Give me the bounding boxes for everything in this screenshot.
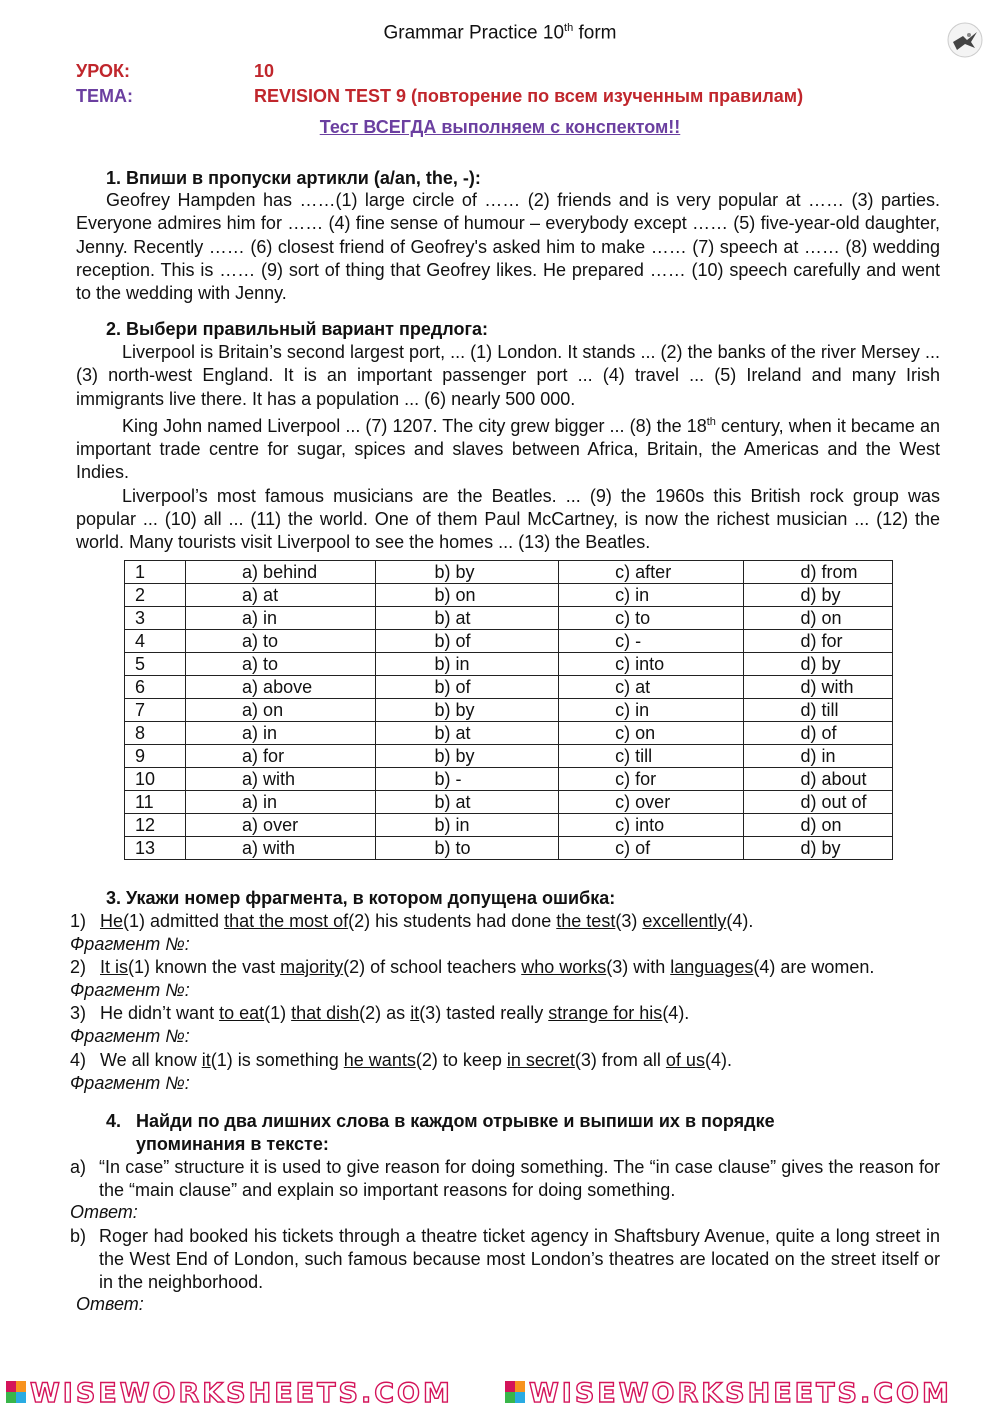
sentence-text: We all know [100,1050,202,1070]
item-number: 2) [70,957,87,977]
option-cell: a) in [186,607,376,630]
option-cell: a) at [186,584,376,607]
question-number-cell: 10 [125,768,186,791]
option-cell: c) into [559,814,744,837]
option-cell: d) in [744,745,893,768]
sentence-text: (1) [264,1003,292,1023]
section2-heading: 2. Выбери правильный вариант предлога: [106,319,488,339]
options-row [125,676,893,699]
option-cell: c) on [559,722,744,745]
option-cell: a) with [186,768,376,791]
option-cell: b) at [376,791,559,814]
option-cell: c) for [559,768,744,791]
answer-label: Ответ: [70,1202,138,1222]
item-number: 4) [70,1050,87,1070]
option-cell: c) in [559,584,744,607]
section1-text: Geofrey Hampden has ……(1) large circle of …… (2) friends and is very popular at …… (3) parties. Everyone admires him for …… (4) fine sense of humour – everybody except …… (5) five-year-old daughter, Jenny. Recently …… (6) closest friend of Geofrey's asked him to make …… (7) speech at …… (8) wedding reception. This is …… (9) sort of thing that Geofrey likes. He prepared …… (10) speech carefully and went to the wedding with Jenny. [76,190,940,304]
option-cell: c) at [559,676,744,699]
sentence-text: (1) admitted [123,911,225,931]
option-cell: a) in [186,791,376,814]
sentence-text: (2) his students had done [348,911,557,931]
question-number-cell: 7 [125,699,186,722]
option-cell: a) to [186,653,376,676]
sentence-text: (3) with [606,957,671,977]
topic-label: ТЕМА: [76,86,133,106]
option-cell: c) into [559,653,744,676]
sentence-text: (4). [704,1050,732,1070]
sentence-text: (2) as [359,1003,411,1023]
option-cell: b) of [376,676,559,699]
sentence-text: (4). [726,911,754,931]
option-cell: d) by [744,584,893,607]
option-cell: c) in [559,699,744,722]
question-number-cell: 1 [125,561,186,584]
underlined-fragment: to eat [219,1003,265,1023]
option-cell: b) by [376,699,559,722]
notice-line: Тест ВСЕГДА выполняем с конспектом!! [319,117,681,137]
option-cell: c) after [559,561,744,584]
question-number-cell: 6 [125,676,186,699]
question-number-cell: 2 [125,584,186,607]
option-cell: a) above [186,676,376,699]
option-cell: b) - [376,768,559,791]
question-number-cell: 13 [125,837,186,860]
page-header: Grammar Practice 10th form [383,22,617,44]
fragment-label: Фрагмент №: [70,934,190,954]
option-cell: b) in [376,814,559,837]
underlined-fragment: excellently [642,911,727,931]
brand-text: WISEWORKSHEETS.COM [30,1378,453,1409]
bird-logo-icon [945,20,985,60]
section4-heading: 4. Найди по два лишних слова в каждом отрывке и выпиши их в порядке упоминания в тексте: [106,1111,775,1154]
question-number-cell: 12 [125,814,186,837]
section2-paragraph-1: Liverpool is Britain’s second largest port, ... (1) London. It stands ... (2) the banks of the river Mersey ... (3) north-west England. It is an important passenger port ... (4) travel ... (5) Ireland and many Irish immigrants live there. It has a population ... (6) nearly 500 000. [76,342,940,409]
section1-heading: 1. Впиши в пропуски артикли (a/an, the, -): [106,168,481,188]
option-cell: a) for [186,745,376,768]
sentence-text: (4). [662,1003,690,1023]
underlined-fragment: who works [521,957,607,977]
options-row [125,768,893,791]
options-row [125,814,893,837]
options-row [125,630,893,653]
underlined-fragment: of us [665,1050,705,1070]
fragment-label: Фрагмент №: [70,1073,190,1093]
option-cell: b) by [376,561,559,584]
footer-watermark [0,1378,1000,1408]
error-item-3 [70,1003,689,1024]
option-cell: c) till [559,745,744,768]
options-row [125,837,893,860]
question-number-cell: 5 [125,653,186,676]
question-number-cell: 9 [125,745,186,768]
option-cell: d) till [744,699,893,722]
option-cell: a) in [186,722,376,745]
option-cell: d) on [744,814,893,837]
options-row [125,607,893,630]
underlined-fragment: languages [670,957,754,977]
answer-label: Ответ: [76,1294,144,1314]
question-number-cell: 3 [125,607,186,630]
underlined-fragment: that the most of [224,911,349,931]
option-cell: d) of [744,722,893,745]
options-row [125,722,893,745]
lesson-value: 10 [254,61,275,81]
section2-paragraph-2: King John named Liverpool ... (7) 1207. The city grew bigger ... (8) the 18th century, when it became an important trade centre for sugar, spices and slaves between Africa, Britain, the Americas and the West Indies. [76,415,940,483]
option-cell: a) on [186,699,376,722]
item-number: 1) [70,911,87,931]
option-cell: c) - [559,630,744,653]
question-number-cell: 8 [125,722,186,745]
options-row [125,653,893,676]
option-cell: d) about [744,768,893,791]
underlined-fragment: that dish [291,1003,360,1023]
item-number: 3) [70,1003,87,1023]
options-row [125,791,893,814]
question-b: b) Roger had booked his tickets through a theatre ticket agency in Shaftsbury Avenue, quite a long street in the West End of London, such famous because most London’s theatres are located on the street itself or in the neighborhood. [70,1226,940,1292]
question-number-cell: 4 [125,630,186,653]
underlined-fragment: It is [100,957,129,977]
question-a: a) “In case” structure it is used to give reason for doing something. The “in case clause” gives the reason for the “main clause” and explain so important reasons for doing something. [70,1157,940,1200]
option-cell: b) at [376,607,559,630]
error-item-1 [70,911,753,932]
options-row [125,745,893,768]
underlined-fragment: strange for his [548,1003,663,1023]
option-cell: c) to [559,607,744,630]
lesson-label: УРОК: [76,61,130,81]
error-item-4 [70,1050,732,1071]
underlined-fragment: the test [556,911,616,931]
option-cell: d) on [744,607,893,630]
brand-text: WISEWORKSHEETS.COM [529,1378,952,1409]
brand-squares-icon [6,1381,26,1403]
sentence-text: (2) of school teachers [343,957,522,977]
sentence-text: (1) is something [210,1050,344,1070]
section2-text [76,341,940,555]
section3-heading: 3. Укажи номер фрагмента, в котором допущена ошибка: [106,888,616,908]
options-row [125,699,893,722]
option-cell: d) with [744,676,893,699]
section2-paragraph-3: Liverpool’s most famous musicians are the Beatles. ... (9) the 1960s this British rock group was popular ... (10) all ... (11) the world. One of them Paul McCartney, is now the richest musician ... (12) the world. Many tourists visit Liverpool to see the homes ... (13) the Beatles. [76,485,940,553]
option-cell: b) on [376,584,559,607]
option-cell: d) by [744,653,893,676]
fragment-label: Фрагмент №: [70,980,190,1000]
error-item-2 [70,957,874,978]
option-cell: d) out of [744,791,893,814]
option-cell: a) behind [186,561,376,584]
option-cell: b) at [376,722,559,745]
underlined-fragment: it [410,1003,420,1023]
sentence-text: (3) from all [574,1050,666,1070]
option-cell: d) by [744,837,893,860]
brand-squares-icon [505,1381,525,1403]
underlined-fragment: he wants [343,1050,416,1070]
sentence-text: (1) known the vast [128,957,281,977]
options-table [124,560,893,860]
underlined-fragment: He [100,911,124,931]
options-row [125,584,893,607]
option-cell: b) to [376,837,559,860]
fragment-label: Фрагмент №: [70,1026,190,1046]
option-cell: d) from [744,561,893,584]
sentence-text: He didn’t want [100,1003,220,1023]
options-row [125,561,893,584]
option-cell: a) over [186,814,376,837]
option-cell: d) for [744,630,893,653]
topic-value: REVISION TEST 9 (повторение по всем изученным правилам) [254,86,804,106]
underlined-fragment: it [201,1050,211,1070]
underlined-fragment: majority [280,957,344,977]
sentence-text: (2) to keep [415,1050,507,1070]
option-cell: a) with [186,837,376,860]
option-cell: a) to [186,630,376,653]
sentence-text: (3) tasted really [419,1003,549,1023]
sentence-text: (4) are women. [753,957,875,977]
option-cell: c) over [559,791,744,814]
option-cell: b) of [376,630,559,653]
underlined-fragment: in secret [506,1050,575,1070]
option-cell: b) in [376,653,559,676]
option-cell: b) by [376,745,559,768]
option-cell: c) of [559,837,744,860]
sentence-text: (3) [615,911,643,931]
question-number-cell: 11 [125,791,186,814]
